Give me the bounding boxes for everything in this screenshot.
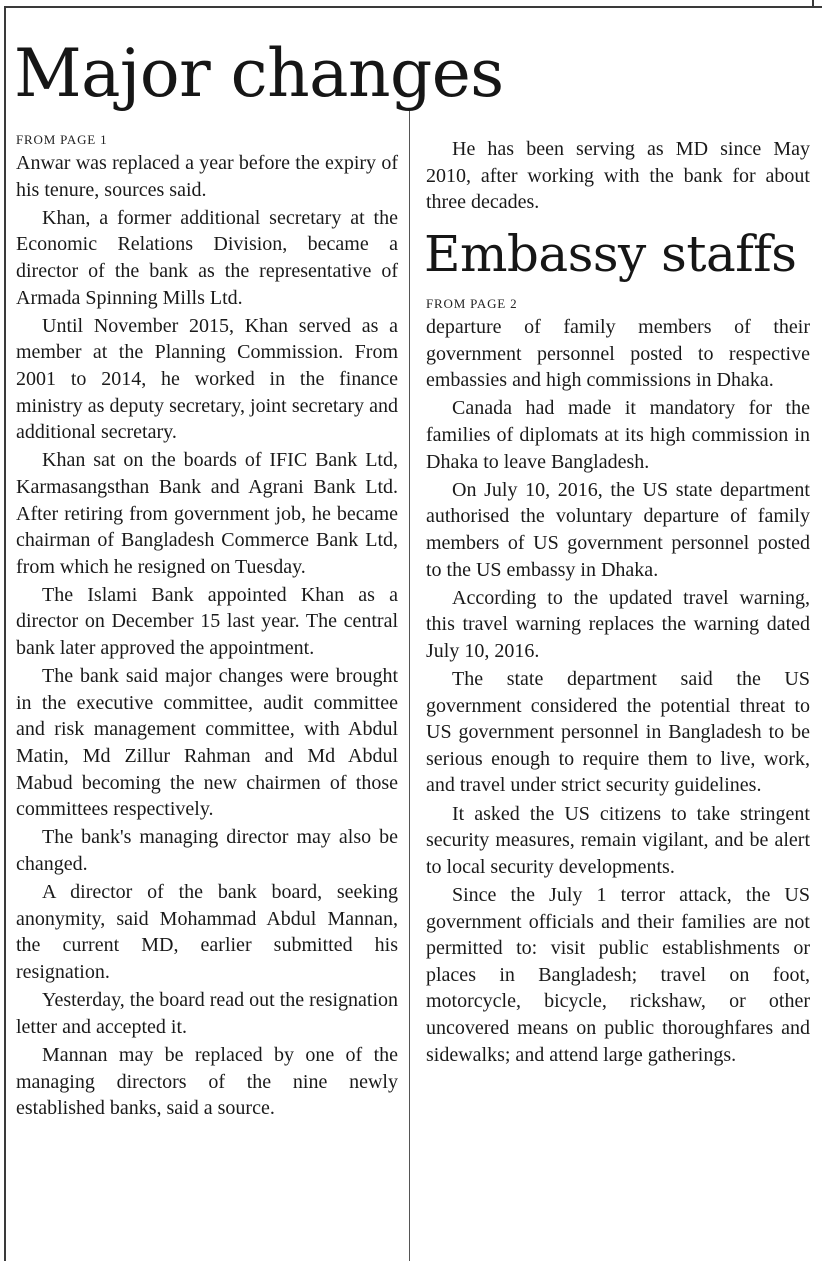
article2-paragraph: Canada had made it mandatory for the families of diplomats at its high commission in Dhaka to leave Bangladesh. (426, 397, 810, 473)
article2-paragraph: departure of family members of their government personnel posted to respective embassies and high commissions in Dhaka. (426, 316, 810, 392)
article1-paragraph: The Islami Bank appointed Khan as a director on December 15 last year. The central bank later approved the appointment. (16, 583, 398, 660)
page-frame-right-tick (812, 0, 814, 8)
article1-paragraph: Khan, a former additional secretary at the Economic Relations Division, became a director of the bank as the representative of Armada Spinning Mills Ltd. (16, 206, 398, 309)
article1-paragraph: Yesterday, the board read out the resignation letter and accepted it. (16, 989, 399, 1038)
article2-from-page: FROM PAGE 2 (426, 296, 518, 311)
article2-paragraph: It asked the US citizens to take stringent security measures, remain vigilant, and be alert to local security developments. (426, 802, 810, 878)
page-frame-top-rule (4, 6, 822, 8)
article1-headline: Major changes (14, 35, 504, 112)
article1-paragraph: Khan sat on the boards of IFIC Bank Ltd, Karmasangsthan Bank and Agrani Bank Ltd. After retiring from government job, he became chairman of Bangladesh Commerce Bank Ltd, from which he resigned on Tuesday. (16, 449, 398, 578)
article2-paragraph: On July 10, 2016, the US state department authorised the voluntary departure of family members of US government personnel posted to the US embassy in Dhaka. (426, 478, 810, 581)
article2-paragraph: The state department said the US government considered the potential threat to US government personnel in Bangladesh to be serious enough to require them to live, work, and travel under strict security guidelines. (426, 668, 810, 797)
article1-paragraph: He has been serving as MD since May 2010, after working with the bank for about three decades. (426, 138, 810, 214)
article1-column-right (426, 136, 810, 217)
page-frame-left-rule (4, 6, 6, 1261)
article2-paragraph: Since the July 1 terror attack, the US government officials and their families are not permitted to: visit public establishments or places in Bangladesh; travel on foot, motorcycle, bicycle, rickshaw, or other uncovered means on public thoroughfares and sidewalks; and attend large gatherings. (426, 884, 810, 1066)
article1-paragraph: The bank said major changes were brought in the executive committee, audit committee and risk management committee, with Abdul Matin, Md Zillur Rahman and Md Abdul Mabud becoming the new chairmen of those committees respectively. (16, 665, 398, 821)
article1-paragraph: Mannan may be replaced by one of the managing directors of the nine newly established banks, said a source. (16, 1043, 398, 1120)
article1-paragraph: Anwar was replaced a year before the expiry of his tenure, sources said. (16, 152, 398, 201)
article2-paragraph: According to the updated travel warning, this travel warning replaces the warning dated July 10, 2016. (426, 586, 810, 662)
article1-paragraph: A director of the bank board, seeking anonymity, said Mohammad Abdul Mannan, the current MD, earlier submitted his resignation. (16, 881, 398, 983)
article1-paragraph: The bank's managing director may also be changed. (16, 826, 398, 875)
article1-column-left (16, 132, 398, 1123)
article1-paragraph: Until November 2015, Khan served as a member at the Planning Commission. From 2001 to 2014, he worked in the finance ministry as deputy secretary, joint secretary and additional secretary. (16, 314, 398, 444)
article1-from-page: FROM PAGE 1 (16, 132, 108, 147)
article2-headline: Embassy staffs (424, 225, 797, 283)
column-divider (409, 110, 410, 1261)
article2-column (426, 296, 810, 1070)
